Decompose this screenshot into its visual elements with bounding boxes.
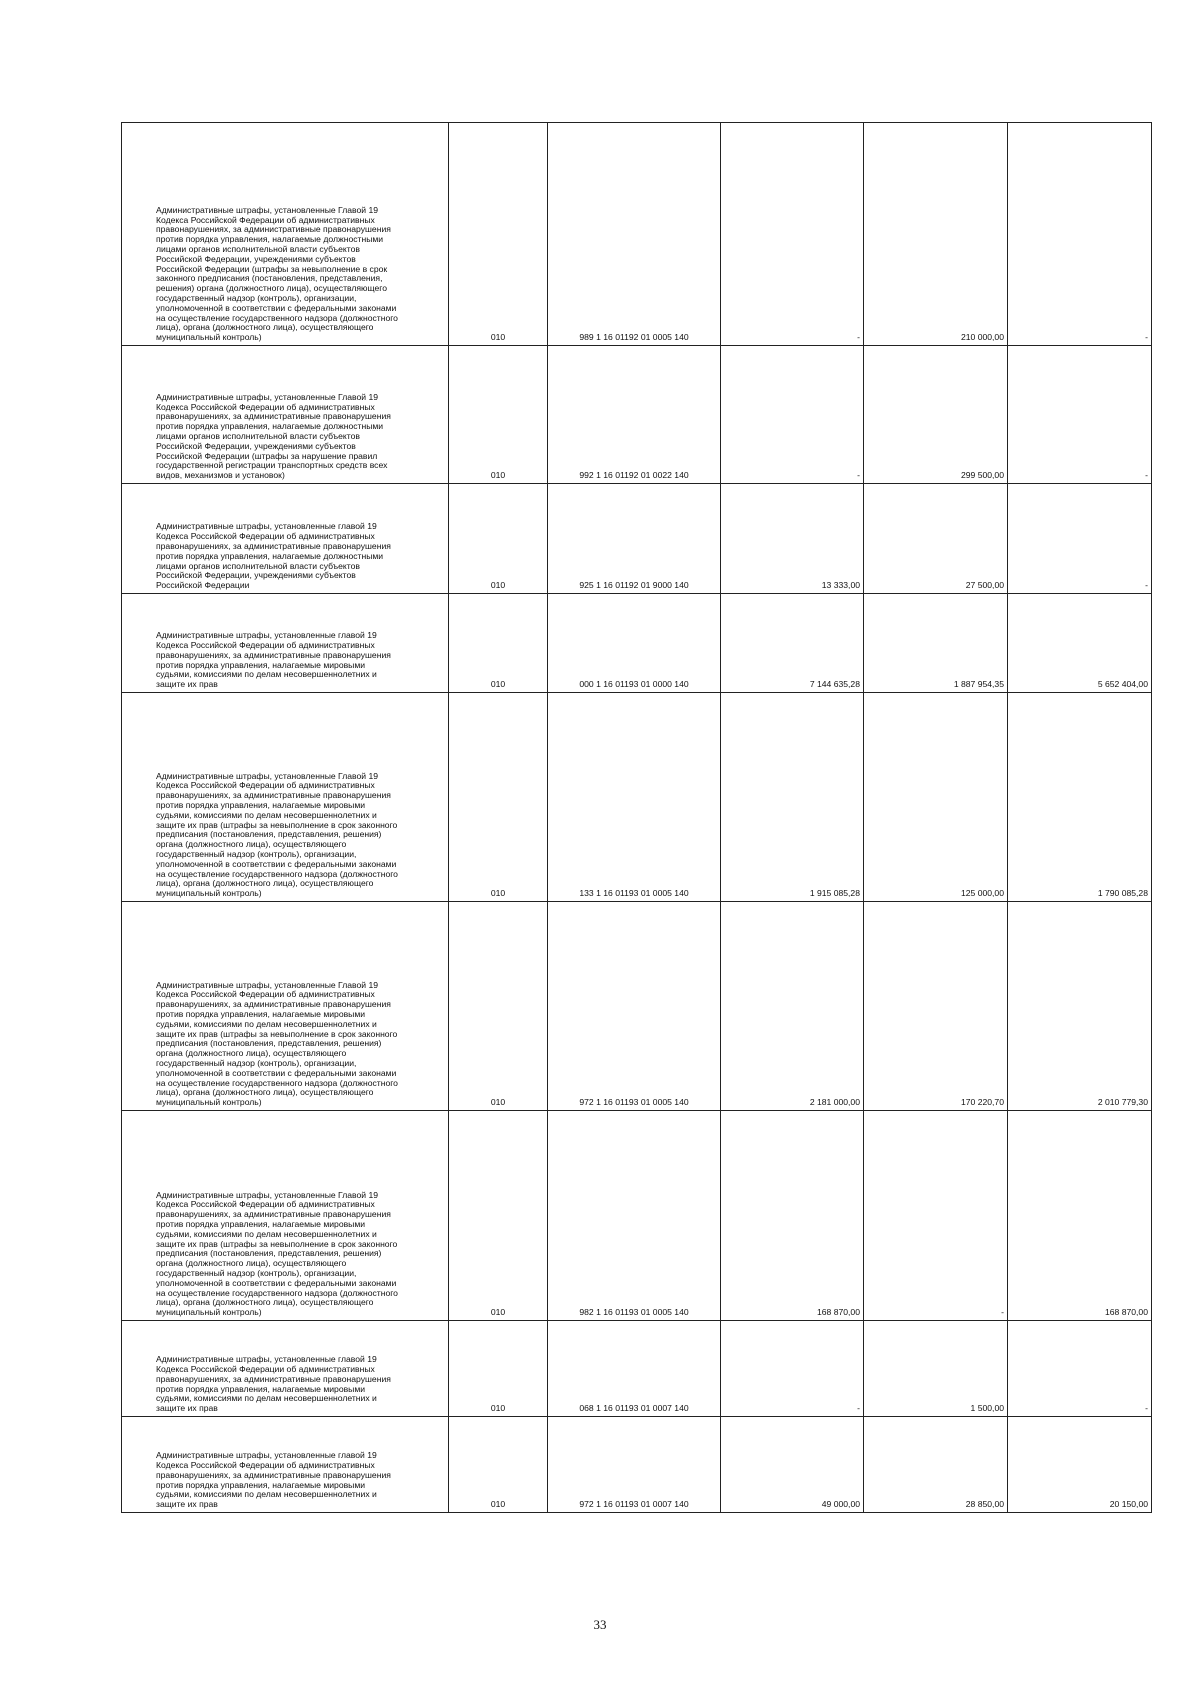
row-budget-code: 925 1 16 01192 01 9000 140 <box>548 484 721 594</box>
row-value-col6: 2 010 779,30 <box>1008 902 1152 1111</box>
row-value-col6: 5 652 404,00 <box>1008 594 1152 693</box>
row-value-col6: - <box>1008 484 1152 594</box>
row-line-code: 010 <box>449 123 548 346</box>
row-value-col4: 168 870,00 <box>721 1111 864 1321</box>
row-description: Административные штрафы, установленные главой 19 Кодекса Российской Федерации об административных правонарушениях, за административные правонарушения против порядка управления, налагаемые мировыми судьями, комиссиями по делам несовершеннолетних и защите их прав <box>122 1321 449 1417</box>
revenue-table <box>121 122 1152 1513</box>
row-line-code: 010 <box>449 484 548 594</box>
row-value-col6: - <box>1008 1321 1152 1417</box>
row-value-col5: 299 500,00 <box>864 346 1008 484</box>
table-row <box>122 484 1152 594</box>
row-value-col5: 28 850,00 <box>864 1417 1008 1513</box>
row-budget-code: 992 1 16 01192 01 0022 140 <box>548 346 721 484</box>
table-row <box>122 693 1152 902</box>
table-row <box>122 346 1152 484</box>
row-description: Административные штрафы, установленные Главой 19 Кодекса Российской Федерации об административных правонарушениях, за административные правонарушения против порядка управления, налагаемые должностными лицами органов исполнительной власти субъектов Российской Федерации, учреждениями субъектов Российской Федерации (штрафы за невыполнение в срок законного предписания (постановления, представления, решения) органа (должностного лица), осуществляющего государственный надзор (контроль), организации, уполномоченной в соответствии с федеральными законами на осуществление государственного надзора (должностного лица), органа (должностного лица), осуществляющего муниципальный контроль) <box>122 123 449 346</box>
row-budget-code: 972 1 16 01193 01 0007 140 <box>548 1417 721 1513</box>
row-value-col6: - <box>1008 123 1152 346</box>
row-value-col5: 1 500,00 <box>864 1321 1008 1417</box>
row-budget-code: 982 1 16 01193 01 0005 140 <box>548 1111 721 1321</box>
row-line-code: 010 <box>449 594 548 693</box>
row-value-col4: - <box>721 346 864 484</box>
row-value-col5: 1 887 954,35 <box>864 594 1008 693</box>
row-value-col6: - <box>1008 346 1152 484</box>
table-row <box>122 594 1152 693</box>
row-value-col4: 49 000,00 <box>721 1417 864 1513</box>
row-value-col4: - <box>721 123 864 346</box>
row-value-col6: 1 790 085,28 <box>1008 693 1152 902</box>
row-line-code: 010 <box>449 1111 548 1321</box>
row-value-col5: 210 000,00 <box>864 123 1008 346</box>
row-line-code: 010 <box>449 902 548 1111</box>
row-value-col5: 170 220,70 <box>864 902 1008 1111</box>
row-description: Административные штрафы, установленные Главой 19 Кодекса Российской Федерации об административных правонарушениях, за административные правонарушения против порядка управления, налагаемые должностными лицами органов исполнительной власти субъектов Российской Федерации, учреждениями субъектов Российской Федерации (штрафы за нарушение правил государственной регистрации транспортных средств всех видов, механизмов и установок) <box>122 346 449 484</box>
row-value-col4: 1 915 085,28 <box>721 693 864 902</box>
row-value-col6: 20 150,00 <box>1008 1417 1152 1513</box>
row-description: Административные штрафы, установленные Главой 19 Кодекса Российской Федерации об административных правонарушениях, за административные правонарушения против порядка управления, налагаемые мировыми судьями, комиссиями по делам несовершеннолетних и защите их прав (штрафы за невыполнение в срок законного предписания (постановления, представления, решения) органа (должностного лица), осуществляющего государственный надзор (контроль), организации, уполномоченной в соответствии с федеральными законами на осуществление государственного надзора (должностного лица), органа (должностного лица), осуществляющего муниципальный контроль) <box>122 902 449 1111</box>
row-description: Административные штрафы, установленные главой 19 Кодекса Российской Федерации об административных правонарушениях, за административные правонарушения против порядка управления, налагаемые мировыми судьями, комиссиями по делам несовершеннолетних и защите их прав <box>122 594 449 693</box>
row-description: Административные штрафы, установленные главой 19 Кодекса Российской Федерации об административных правонарушениях, за административные правонарушения против порядка управления, налагаемые мировыми судьями, комиссиями по делам несовершеннолетних и защите их прав <box>122 1417 449 1513</box>
row-budget-code: 000 1 16 01193 01 0000 140 <box>548 594 721 693</box>
row-value-col5: - <box>864 1111 1008 1321</box>
table-row <box>122 1111 1152 1321</box>
table-row <box>122 123 1152 346</box>
row-budget-code: 068 1 16 01193 01 0007 140 <box>548 1321 721 1417</box>
row-line-code: 010 <box>449 693 548 902</box>
row-value-col5: 27 500,00 <box>864 484 1008 594</box>
row-line-code: 010 <box>449 1321 548 1417</box>
row-value-col5: 125 000,00 <box>864 693 1008 902</box>
row-description: Административные штрафы, установленные Главой 19 Кодекса Российской Федерации об административных правонарушениях, за административные правонарушения против порядка управления, налагаемые мировыми судьями, комиссиями по делам несовершеннолетних и защите их прав (штрафы за невыполнение в срок законного предписания (постановления, представления, решения) органа (должностного лица), осуществляющего государственный надзор (контроль), организации, уполномоченной в соответствии с федеральными законами на осуществление государственного надзора (должностного лица), органа (должностного лица), осуществляющего муниципальный контроль) <box>122 693 449 902</box>
table-row <box>122 902 1152 1111</box>
row-budget-code: 133 1 16 01193 01 0005 140 <box>548 693 721 902</box>
row-description: Административные штрафы, установленные главой 19 Кодекса Российской Федерации об административных правонарушениях, за административные правонарушения против порядка управления, налагаемые должностными лицами органов исполнительной власти субъектов Российской Федерации, учреждениями субъектов Российской Федерации <box>122 484 449 594</box>
page-number: 33 <box>593 1617 607 1632</box>
row-value-col4: 7 144 635,28 <box>721 594 864 693</box>
row-line-code: 010 <box>449 346 548 484</box>
row-description: Административные штрафы, установленные Главой 19 Кодекса Российской Федерации об административных правонарушениях, за административные правонарушения против порядка управления, налагаемые мировыми судьями, комиссиями по делам несовершеннолетних и защите их прав (штрафы за невыполнение в срок законного предписания (постановления, представления, решения) органа (должностного лица), осуществляющего государственный надзор (контроль), организации, уполномоченной в соответствии с федеральными законами на осуществление государственного надзора (должностного лица), органа (должностного лица), осуществляющего муниципальный контроль) <box>122 1111 449 1321</box>
row-line-code: 010 <box>449 1417 548 1513</box>
table-row <box>122 1321 1152 1417</box>
row-value-col6: 168 870,00 <box>1008 1111 1152 1321</box>
row-budget-code: 972 1 16 01193 01 0005 140 <box>548 902 721 1111</box>
row-budget-code: 989 1 16 01192 01 0005 140 <box>548 123 721 346</box>
table-row <box>122 1417 1152 1513</box>
row-value-col4: 2 181 000,00 <box>721 902 864 1111</box>
row-value-col4: - <box>721 1321 864 1417</box>
row-value-col4: 13 333,00 <box>721 484 864 594</box>
